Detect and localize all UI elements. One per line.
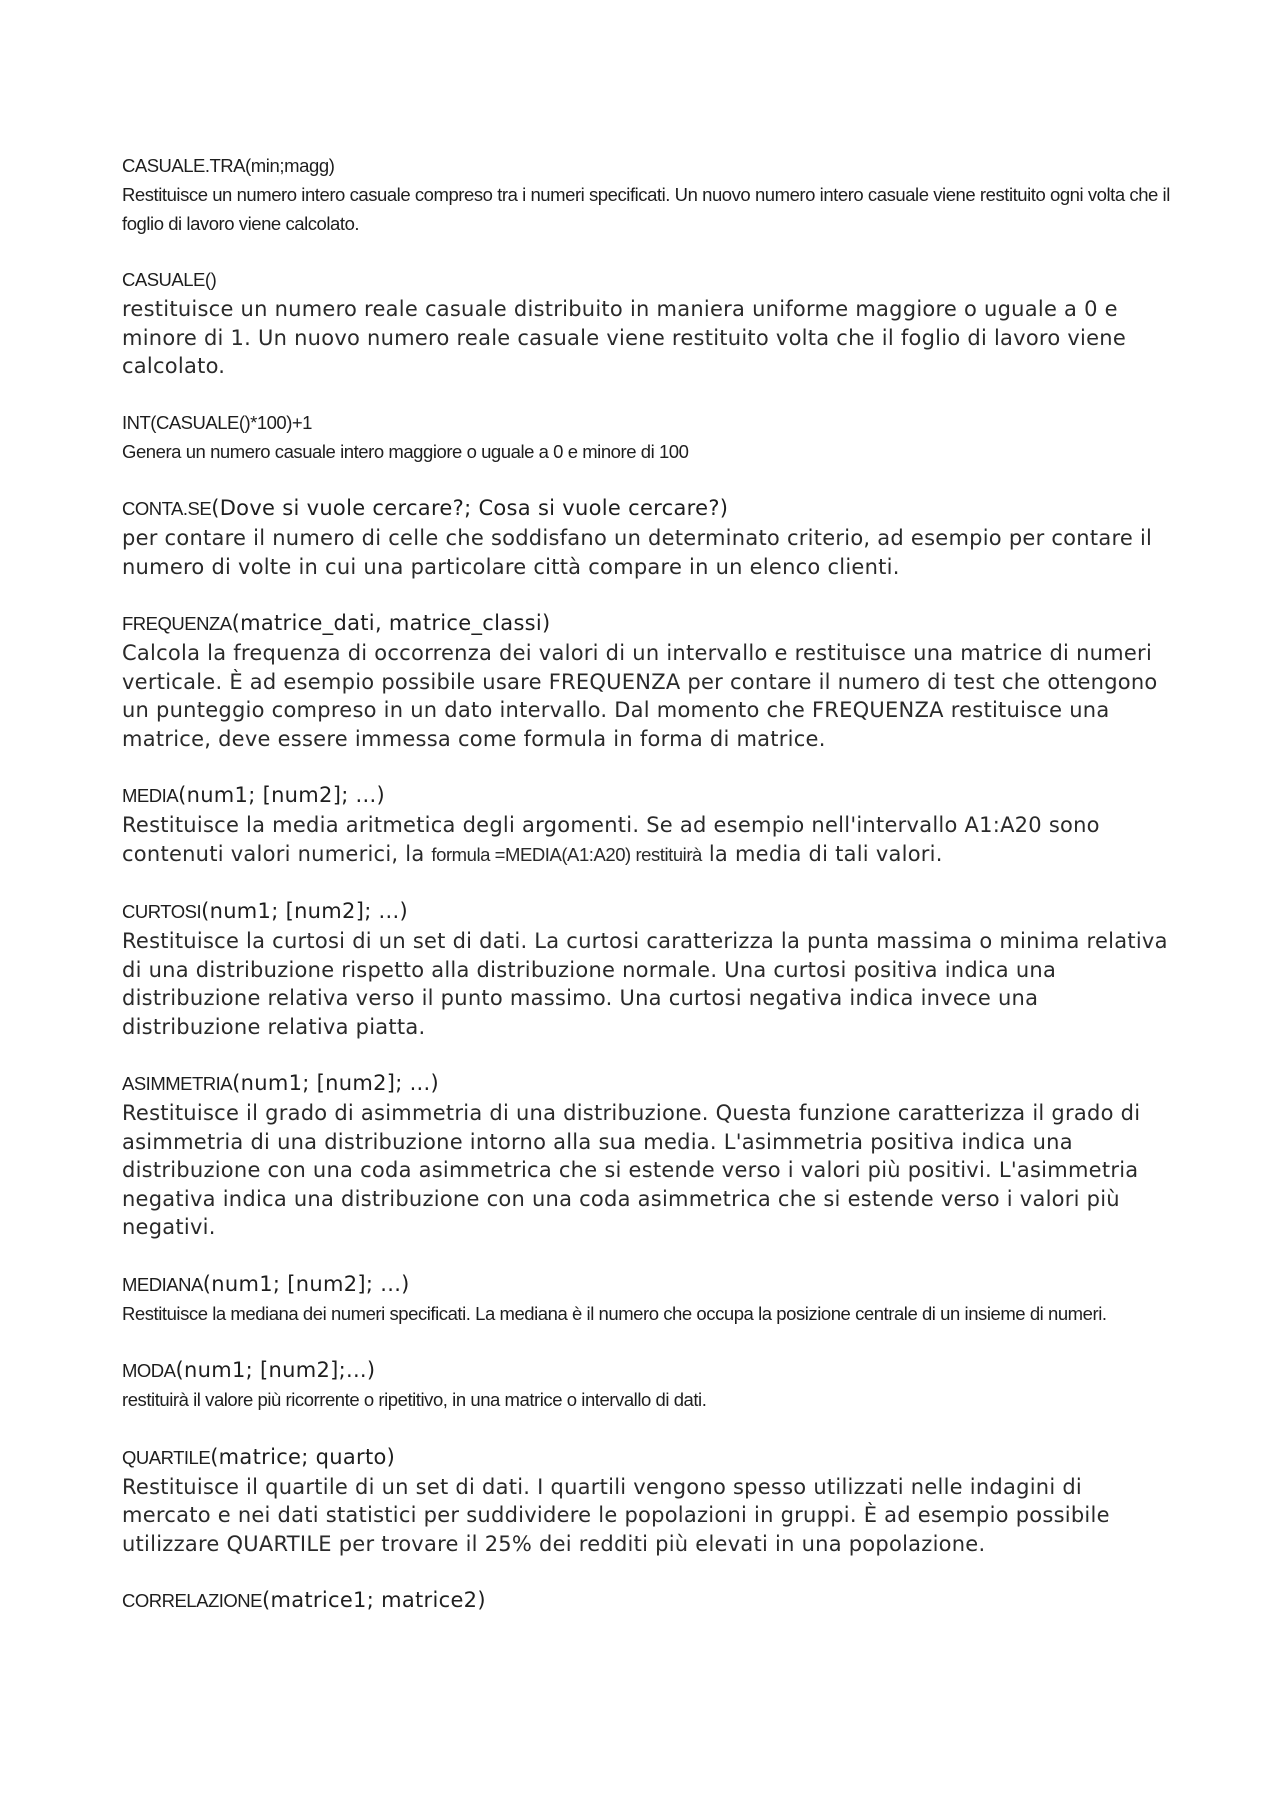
function-description [122, 811, 1172, 869]
function-heading [122, 781, 1172, 811]
function-heading [122, 897, 1172, 927]
description-formula: formula =MEDIA(A1:A20) restituirà [431, 843, 702, 865]
function-name: MEDIANA [122, 1273, 203, 1295]
entry-media [122, 781, 1172, 869]
function-description: per contare il numero di celle che soddisfano un determinato criterio, ad esempio per contare il numero di volte in cui una particolare città compare in un elenco clienti. [122, 526, 1153, 579]
function-heading [122, 1270, 1172, 1300]
function-heading [122, 409, 1172, 438]
function-name: INT(CASUALE()*100)+1 [122, 411, 312, 433]
entry-moda [122, 1356, 1172, 1415]
function-name: CASUALE [122, 269, 205, 290]
entry-int-casuale [122, 409, 1172, 467]
function-heading [122, 152, 1172, 181]
function-name: CASUALE.TRA [122, 155, 246, 176]
function-name: ASIMMETRIA [122, 1073, 233, 1094]
function-heading [122, 266, 1172, 295]
function-description: restituisce un numero reale casuale distribuito in maniera uniforme maggiore o uguale a 0 e minore di 1. Un nuovo numero reale casuale viene restituito volta che il foglio di lavoro viene calcolato. [122, 297, 1127, 378]
entry-mediana [122, 1270, 1172, 1329]
description-text: Restituisce la media aritmetica degli argomenti. Se ad esempio nell'intervallo A1:A20 sono contenuti valori numerici, la [122, 813, 1100, 866]
function-args: (matrice; quarto) [210, 1444, 396, 1469]
function-description: Genera un numero casuale intero maggiore o uguale a 0 e minore di 100 [122, 440, 689, 462]
function-name: MEDIA [122, 785, 179, 806]
function-description: Calcola la frequenza di occorrenza dei valori di un intervallo e restituisce una matrice di numeri verticale. È ad esempio possibile usare FREQUENZA per contare il numero di test che ottengono un punteggio compreso in un dato intervallo. Dal momento che FREQUENZA restituisce una matrice, deve essere immessa come formula in forma di matrice. [122, 641, 1158, 751]
function-heading [122, 1069, 1172, 1099]
entry-asimmetria [122, 1069, 1172, 1242]
function-description: Restituisce la mediana dei numeri specificati. La mediana è il numero che occupa la posizione centrale di un insieme di numeri. [122, 1302, 1107, 1324]
entry-quartile [122, 1443, 1172, 1559]
function-description: Restituisce il grado di asimmetria di una distribuzione. Questa funzione caratterizza il grado di asimmetria di una distribuzione intorno alla sua media. L'asimmetria positiva indica una distribuzione con una coda asimmetrica che si estende verso i valori più positivi. L'asimmetria negativa indica una distribuzione con una coda asimmetrica che si estende verso i valori più negativi. [122, 1101, 1141, 1239]
function-description: Restituisce un numero intero casuale compreso tra i numeri specificati. Un nuovo numero intero casuale viene restituito ogni volta che il foglio di lavoro viene calcolato. [122, 184, 1170, 234]
function-heading [122, 609, 1172, 639]
function-args: (num1; [num2]; ...) [201, 899, 408, 923]
function-heading [122, 1586, 1172, 1616]
entry-correlazione [122, 1586, 1172, 1616]
function-args: (matrice1; matrice2) [261, 1588, 486, 1612]
entry-frequenza [122, 609, 1172, 753]
function-args: (Dove si vuole cercare?; Cosa si vuole cercare?) [211, 496, 729, 520]
entry-curtosi [122, 897, 1172, 1041]
function-heading [122, 1356, 1172, 1386]
document-page [122, 152, 1172, 1644]
function-name: CURTOSI [122, 901, 202, 922]
function-heading [122, 1443, 1172, 1473]
description-text: la media di tali valori. [701, 841, 943, 866]
function-args: () [204, 269, 217, 290]
function-heading [122, 494, 1172, 524]
function-name: MODA [122, 1360, 176, 1381]
entry-casuale-tra [122, 152, 1172, 238]
function-args: (min;magg) [245, 155, 335, 176]
function-name: FREQUENZA [122, 613, 232, 634]
function-args: (num1; [num2];...) [175, 1358, 376, 1382]
function-description: Restituisce il quartile di un set di dati. I quartili vengono spesso utilizzati nelle indagini di mercato e nei dati statistici per suddividere le popolazioni in gruppi. È ad esempio possibile utilizzare QUARTILE per trovare il 25% dei redditi più elevati in una popolazione. [122, 1474, 1110, 1556]
function-args: (num1; [num2]; ...) [178, 783, 385, 807]
function-args: (num1; [num2]; ...) [202, 1271, 410, 1296]
function-description: restituirà il valore più ricorrente o ripetitivo, in una matrice o intervallo di dati. [122, 1389, 707, 1410]
function-args: (matrice_dati, matrice_classi) [231, 611, 551, 635]
function-name: QUARTILE [122, 1446, 211, 1468]
function-args: (num1; [num2]; ...) [232, 1071, 439, 1095]
entry-casuale [122, 266, 1172, 381]
function-name: CORRELAZIONE [122, 1590, 262, 1611]
function-name: CONTA.SE [122, 498, 212, 519]
entry-conta-se [122, 494, 1172, 581]
function-description: Restituisce la curtosi di un set di dati. La curtosi caratterizza la punta massima o minima relativa di una distribuzione rispetto alla distribuzione normale. Una curtosi positiva indica una distribuzione relativa verso il punto massimo. Una curtosi negativa indica invece una distribuzione relativa piatta. [122, 929, 1168, 1039]
